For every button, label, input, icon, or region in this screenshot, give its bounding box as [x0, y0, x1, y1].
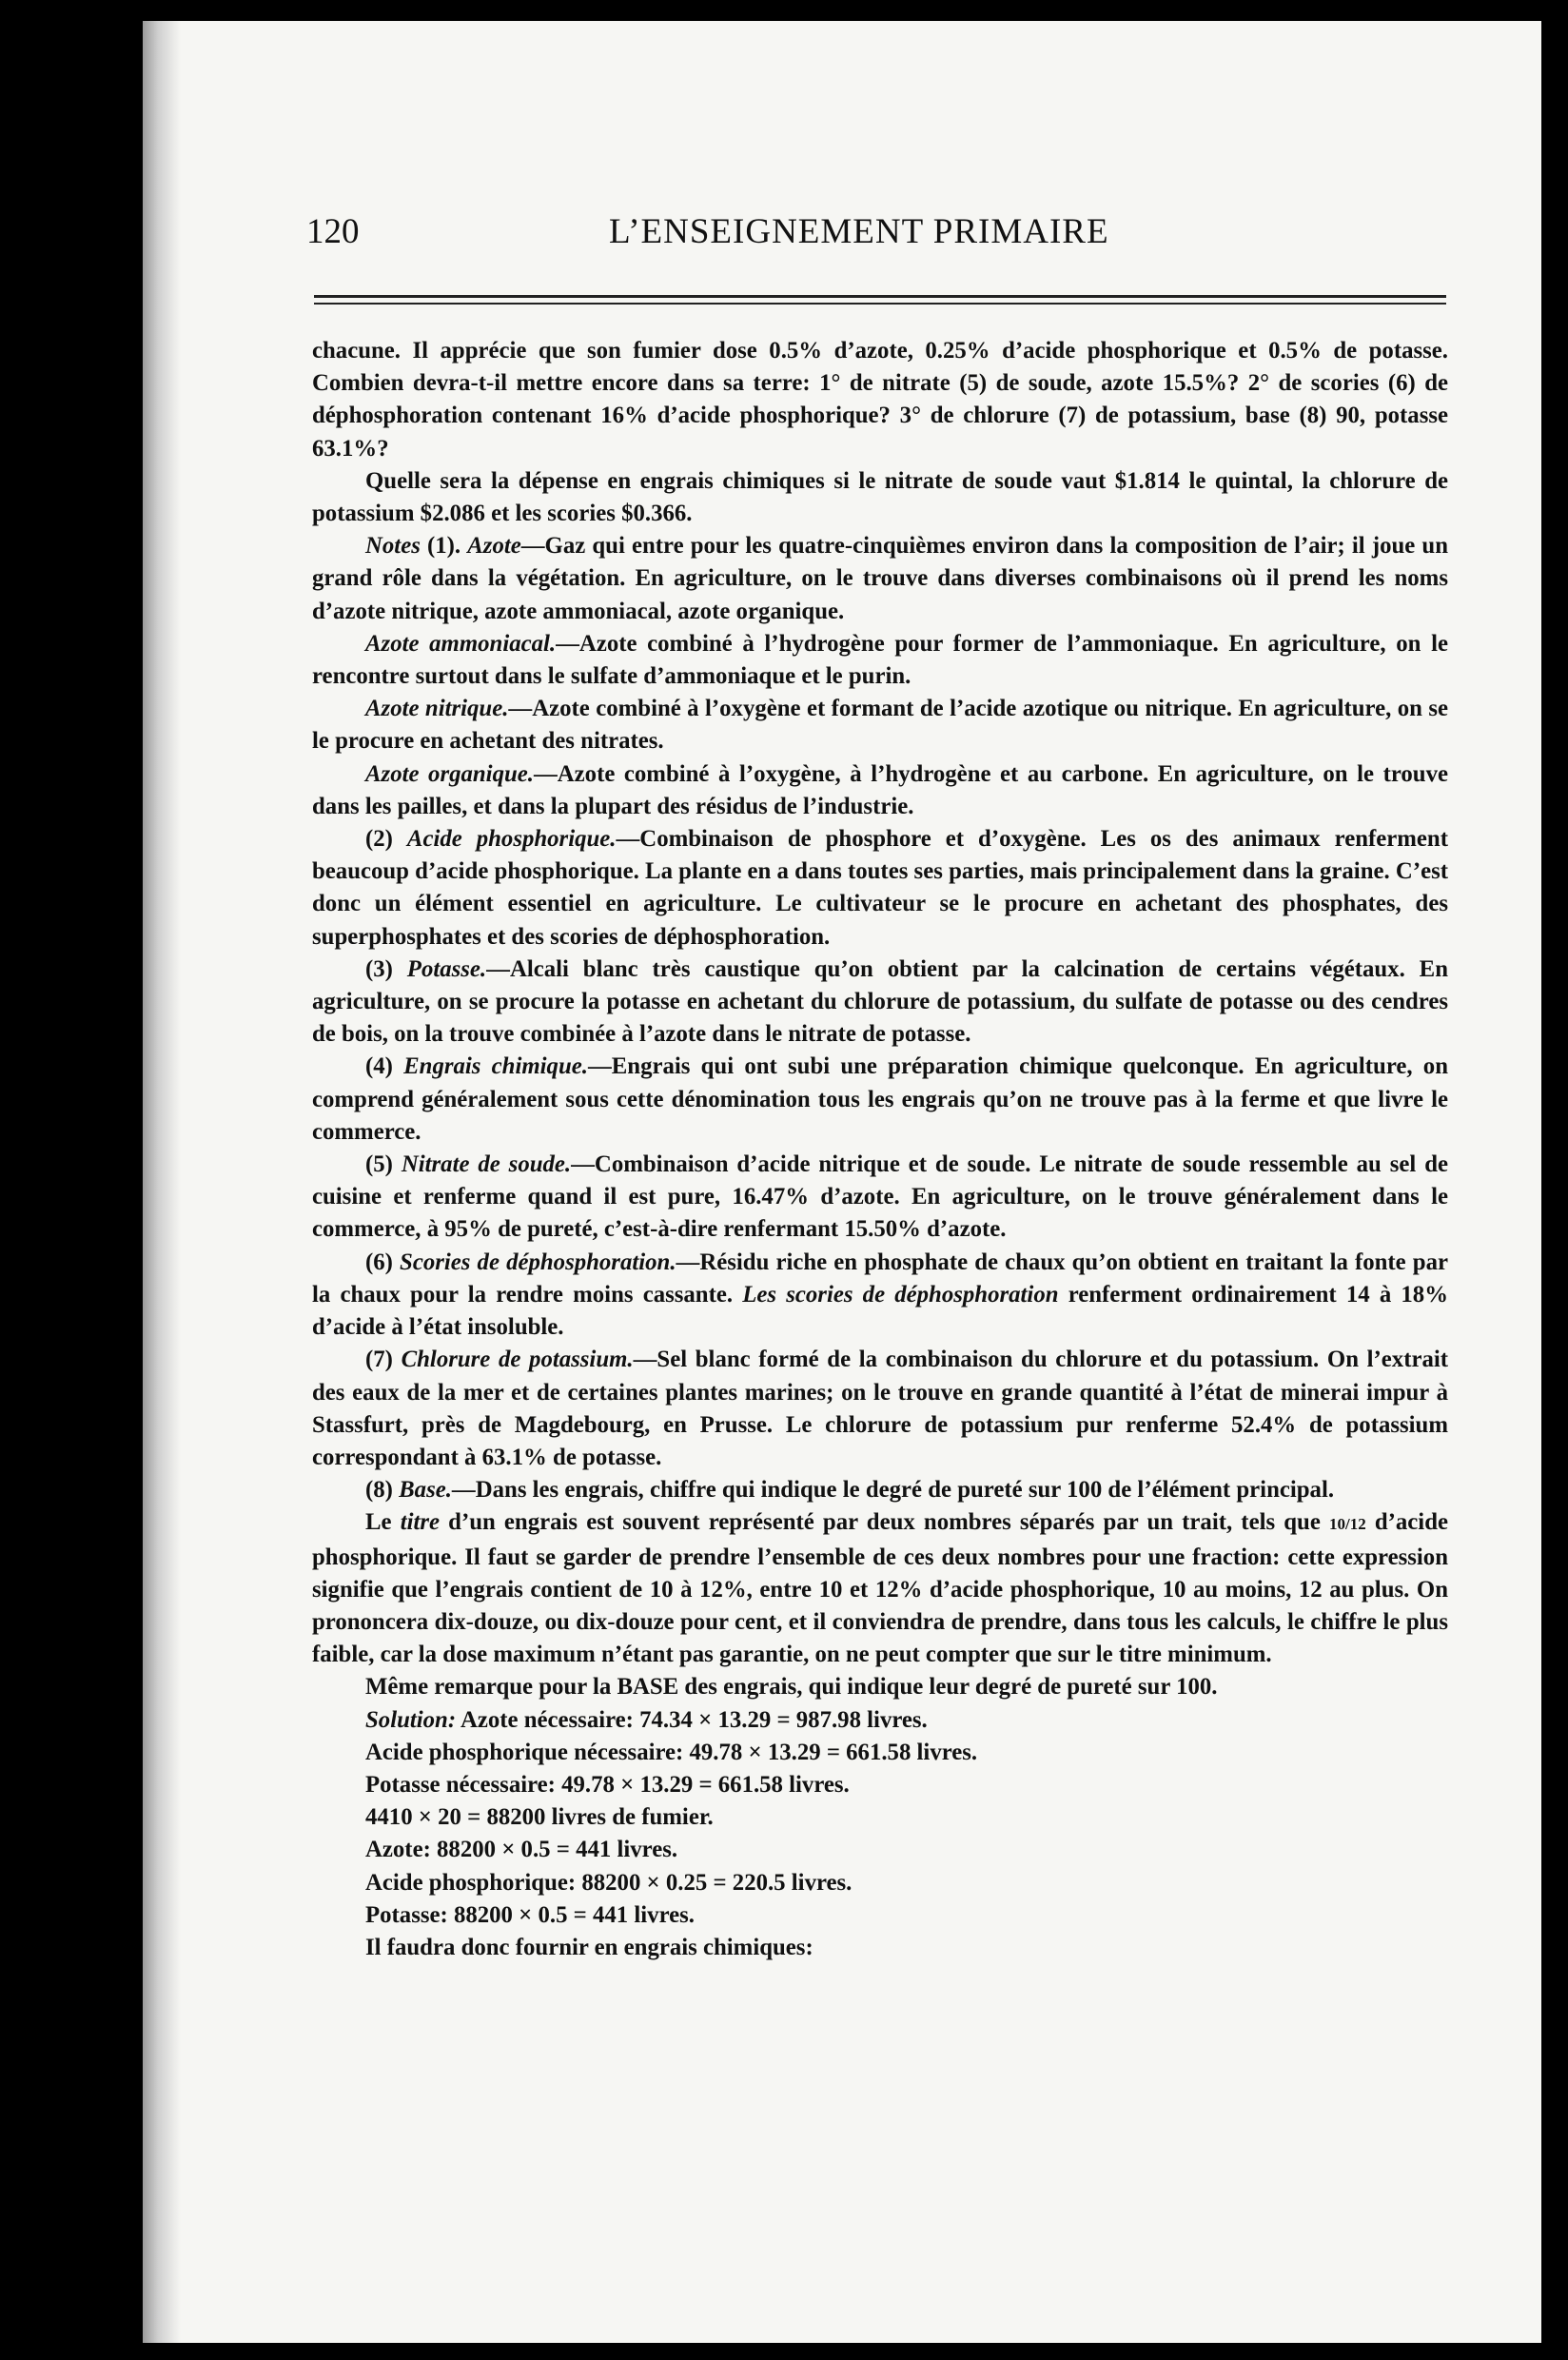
text-run: Le: [365, 1509, 401, 1536]
solution-label: Solution:: [365, 1706, 457, 1733]
solution-text: Azote nécessaire: 74.34 × 13.29 = 987.98 livres.: [456, 1706, 928, 1733]
page-header: [306, 211, 1448, 261]
note-number: (1).: [420, 533, 468, 560]
text-run: d’acide phosphorique. Il faut se garder de prendre l’ensemble de ces deux nombres pour une fraction: cette expression signifie que l’engrais contient de 10 à 12%, entre 10 et 12% d’acide phosphorique, 10 au moins, 12 au plus. On prononcera dix-douze, ou dix-douze pour cent, et il conviendra de prendre, dans tous les calculs, le chiffre le plus faible, car la dose maximum n’étant pas garantie, on ne peut compter que sur le titre minimum.: [312, 1509, 1448, 1668]
note-text: —Dans les engrais, chiffre qui indique le degré de pureté sur 100 de l’élément principal.: [451, 1477, 1335, 1504]
note-paragraph: [312, 693, 1448, 757]
header-rule-bottom: [314, 303, 1446, 305]
page-number: 120: [306, 212, 360, 251]
note-number: (6): [365, 1249, 401, 1275]
note-text: —Résidu riche en phosphate de chaux qu’on obtient en traitant la fonte par la chaux pour la rendre moins cassante.: [312, 1249, 1448, 1308]
note-paragraph: [312, 1149, 1448, 1247]
page-gutter-shadow: [143, 21, 181, 2343]
paragraph: Quelle sera la dépense en engrais chimiques si le nitrate de soude vaut $1.814 le quintal, la chlorure de potassium $2.086 et les scories $0.366.: [312, 467, 1448, 527]
note-number: (4): [365, 1053, 404, 1080]
note-text: renferment ordinairement 14 à 18% d’acide à l’état insoluble.: [312, 1281, 1448, 1341]
header-rule-top: [314, 295, 1446, 298]
solution-line: 4410 × 20 = 88200 livres de fumier.: [365, 1804, 714, 1831]
note-term: Azote nitrique.: [365, 696, 509, 722]
note-paragraph: [312, 628, 1448, 693]
note-term: Engrais chimique.: [403, 1053, 588, 1080]
paragraph: Même remarque pour la BASE des engrais, qui indique leur degré de pureté sur 100.: [365, 1674, 1218, 1701]
note-paragraph: [312, 823, 1448, 954]
note-number: (2): [365, 826, 407, 853]
note-paragraph: [312, 954, 1448, 1052]
solution-line: Il faudra donc fournir en engrais chimiques:: [365, 1934, 813, 1960]
note-text: —Combinaison de phosphore et d’oxygène. Les os des animaux renferment beaucoup d’acide phosphorique. La plante en a dans toutes ses parties, mais principalement dans la graine. C’est donc un élément essentiel en agriculture. Le cultivateur se le procure en achetant des phosphates, des superphosphates et des scories de déphosphoration.: [312, 826, 1448, 950]
solution-line: Potasse nécessaire: 49.78 × 13.29 = 661.58 livres.: [365, 1771, 850, 1798]
note-paragraph: [312, 1474, 1448, 1506]
note-term: Nitrate de soude.: [401, 1151, 572, 1178]
solution-line: Acide phosphorique nécessaire: 49.78 × 13.29 = 661.58 livres.: [365, 1739, 978, 1765]
solution-line: Acide phosphorique: 88200 × 0.25 = 220.5 livres.: [365, 1869, 853, 1896]
note-paragraph: [312, 1344, 1448, 1474]
note-paragraph: [312, 1051, 1448, 1149]
solution-line: [312, 1704, 1448, 1737]
paragraph: [312, 1506, 1448, 1671]
note-paragraph: [312, 530, 1448, 628]
note-text: —Sel blanc formé de la combinaison du chlorure et du potassium. On l’extrait des eaux de la mer et de certaines plantes marines; on le trouve en grande quantité à l’état de minerai impur à Stassfurt, près de Magdebourg, en Prusse. Le chlorure de potassium pur renferme 52.4% de potassium correspondant à 63.1% de potasse.: [312, 1347, 1449, 1470]
note-term: Azote organique.: [365, 760, 534, 787]
body-text: [312, 335, 1448, 1964]
solution-line: Azote: 88200 × 0.5 = 441 livres.: [365, 1837, 678, 1863]
note-text: —Azote combiné à l’oxygène et formant de l’acide azotique ou nitrique. En agriculture, on se le procure en achetant des nitrates.: [312, 696, 1449, 755]
text-run: d’un engrais est souvent représenté par deux nombres séparés par un trait, tels que: [440, 1509, 1329, 1536]
note-text: —Azote combiné à l’hydrogène pour former de l’ammoniaque. En agriculture, on le rencontre surtout dans le sulfate d’ammoniaque et le purin.: [312, 630, 1448, 690]
note-term: Potasse.: [406, 955, 487, 982]
notes-label: Notes: [365, 533, 421, 560]
note-text: —Alcali blanc très caustique qu’on obtient par la calcination de certains végétaux. En agriculture, on se procure la potasse en achetant du chlorure de potassium, du sulfate de potasse ou des cendres de bois, on la trouve combinée à l’azote dans le nitrate de potasse.: [312, 955, 1448, 1048]
note-text: —Engrais qui ont subi une préparation chimique quelconque. En agriculture, on comprend généralement sous cette dénomination tous les engrais qu’on ne trouve pas à la ferme et que livre le commerce.: [312, 1053, 1448, 1145]
paragraph: chacune. Il apprécie que son fumier dose 0.5% d’azote, 0.25% d’acide phosphorique et 0.5% de potasse. Combien devra-t-il mettre encore dans sa terre: 1° de nitrate (5) de soude, azote 15.5%? 2° de scories (6) de déphosphoration contenant 16% d’acide phosphorique? 3° de chlorure (7) de potassium, base (8) 90, potasse 63.1%?: [312, 338, 1448, 462]
note-number: (7): [365, 1347, 402, 1373]
solution-line: Potasse: 88200 × 0.5 = 441 livres.: [365, 1901, 695, 1928]
running-title: L’ENSEIGNEMENT PRIMAIRE: [609, 212, 1109, 251]
note-term: Scories de déphosphoration.: [400, 1249, 676, 1275]
note-text: —Azote combiné à l’oxygène, à l’hydrogène et au carbone. En agriculture, on le trouve dans les pailles, et dans la plupart des résidus de l’industrie.: [312, 760, 1448, 819]
note-number: (5): [365, 1151, 402, 1178]
note-number: (3): [365, 955, 407, 982]
note-term: Azote ammoniacal.: [365, 630, 557, 657]
note-term: Les scories de déphosphoration: [742, 1281, 1059, 1308]
fraction: 10/12: [1328, 1515, 1366, 1534]
note-term: Azote: [467, 533, 521, 560]
note-term: Chlorure de potassium.: [401, 1347, 634, 1373]
note-text: —Gaz qui entre pour les quatre-cinquièmes environ dans la composition de l’air; il joue un grand rôle dans la végétation. En agriculture, on le trouve dans diverses combinaisons où il prend les noms d’azote nitrique, azote ammoniacal, azote organique.: [312, 533, 1449, 624]
term: titre: [400, 1509, 441, 1536]
note-text: —Combinaison d’acide nitrique et de soude. Le nitrate de soude ressemble au sel de cuisine et renferme quand il est pure, 16.47% d’azote. En agriculture, on le trouve généralement dans le commerce, à 95% de pureté, c’est-à-dire renfermant 15.50% d’azote.: [312, 1151, 1448, 1243]
note-term: Acide phosphorique.: [406, 826, 617, 853]
note-number: (8): [365, 1477, 400, 1504]
note-term: Base.: [399, 1477, 452, 1504]
note-paragraph: [312, 1247, 1448, 1345]
note-paragraph: [312, 758, 1448, 823]
